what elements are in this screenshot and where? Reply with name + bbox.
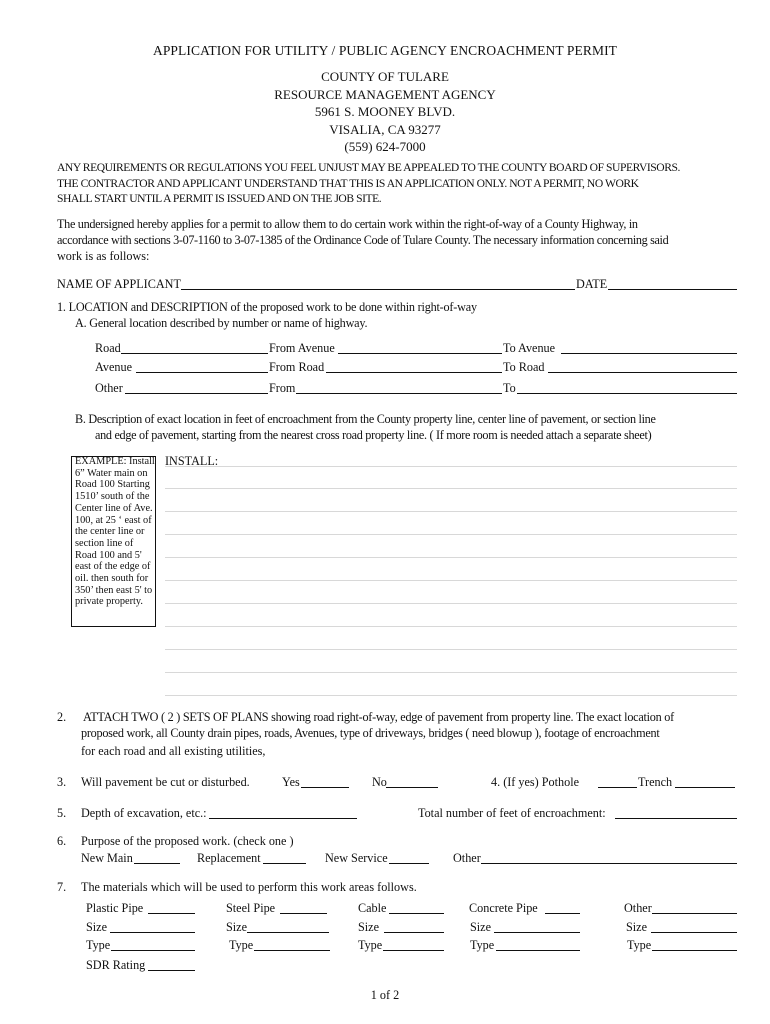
from-road-label: From Road [269, 360, 325, 374]
from-avenue-field[interactable] [338, 353, 502, 354]
to-label: To [503, 381, 516, 395]
concrete-type-field[interactable] [496, 950, 580, 951]
other-purpose-label: Other [453, 851, 481, 865]
section1-sub-b-line-1: B. Description of exact location in feet of encroachment from the County property line, center line of pavement, or section line [75, 412, 656, 426]
new-service-field[interactable] [389, 863, 429, 864]
other-location-label: Other [95, 381, 123, 395]
other-type-label: Type [627, 938, 652, 952]
plastic-size-field[interactable] [110, 932, 195, 933]
concrete-size-label: Size [470, 920, 491, 934]
cable-label: Cable [358, 901, 387, 915]
avenue-field[interactable] [136, 372, 268, 373]
plastic-type-field[interactable] [111, 950, 195, 951]
road-label: Road [95, 341, 121, 355]
section6-number: 6. [57, 834, 67, 848]
section2-line-2: proposed work, all County drain pipes, roads, Avenues, type of driveways, bridges ( need blowup ), footage of encroachment [81, 726, 660, 740]
agency-street: 5961 S. MOONEY BLVD. [314, 104, 456, 119]
install-line[interactable] [165, 649, 737, 650]
cable-field[interactable] [389, 913, 444, 914]
install-line[interactable] [165, 626, 737, 627]
applicant-name-field[interactable] [181, 289, 575, 290]
form-title: APPLICATION FOR UTILITY / PUBLIC AGENCY ENCROACHMENT PERMIT [152, 43, 618, 58]
depth-label: Depth of excavation, etc.: [81, 806, 207, 820]
intro-line-1: The undersigned hereby applies for a permit to allow them to do certain work within the right-of-way of a County Highway, in [57, 217, 638, 231]
agency-phone: (559) 624-7000 [344, 139, 426, 154]
plastic-size-label: Size [86, 920, 107, 934]
trench-field[interactable] [675, 787, 735, 788]
section1-sub-b-line-2: and edge of pavement, starting from the nearest cross road property line. ( If more room is needed attach a separate sheet) [95, 428, 652, 442]
install-line[interactable] [165, 695, 737, 696]
from-label: From [269, 381, 296, 395]
section3-number: 3. [57, 775, 67, 789]
sdr-rating-label: SDR Rating [86, 958, 146, 972]
section2-line-3: for each road and all existing utilities, [81, 744, 266, 758]
plastic-type-label: Type [86, 938, 111, 952]
to-field[interactable] [517, 393, 737, 394]
install-label: INSTALL: [165, 454, 219, 468]
section5-number: 5. [57, 806, 67, 820]
steel-size-label: Size [226, 920, 247, 934]
cable-type-field[interactable] [383, 950, 444, 951]
steel-type-field[interactable] [254, 950, 330, 951]
page-number: 1 of 2 [370, 988, 400, 1002]
materials-heading: The materials which will be used to perform this work areas follows. [81, 880, 417, 894]
plastic-pipe-label: Plastic Pipe [86, 901, 144, 915]
to-road-label: To Road [503, 360, 545, 374]
replacement-label: Replacement [197, 851, 261, 865]
new-service-label: New Service [325, 851, 388, 865]
from-road-field[interactable] [326, 372, 502, 373]
date-field[interactable] [608, 289, 737, 290]
to-road-field[interactable] [548, 372, 737, 373]
trench-label: Trench [638, 775, 673, 789]
agency-name: RESOURCE MANAGEMENT AGENCY [274, 87, 496, 102]
section1-sub-a: A. General location described by number or name of highway. [75, 316, 368, 330]
example-text: EXAMPLE: Install 6” Water main on Road 100 Starting 1510’ south of the Center line of Ave. 100, at 25 ‘ east of the center line or section line of Road 100 and 5' east of the edge of oil. then south for 350’ then east 5' to private property. [75, 456, 155, 608]
sdr-rating-field[interactable] [148, 970, 195, 971]
to-avenue-label: To Avenue [503, 341, 556, 355]
install-line[interactable] [165, 603, 737, 604]
from-field[interactable] [296, 393, 502, 394]
plastic-pipe-field[interactable] [148, 913, 195, 914]
avenue-label: Avenue [95, 360, 132, 374]
steel-type-label: Type [229, 938, 254, 952]
install-line[interactable] [165, 672, 737, 673]
section1-heading: 1. LOCATION and DESCRIPTION of the proposed work to be done within right-of-way [57, 300, 477, 314]
road-field[interactable] [121, 353, 268, 354]
install-line[interactable] [165, 557, 737, 558]
other-size-field[interactable] [651, 932, 737, 933]
yes-label: Yes [282, 775, 300, 789]
concrete-pipe-label: Concrete Pipe [469, 901, 538, 915]
no-field[interactable] [386, 787, 438, 788]
replacement-field[interactable] [263, 863, 306, 864]
steel-pipe-label: Steel Pipe [226, 901, 276, 915]
install-line[interactable] [165, 534, 737, 535]
total-feet-label: Total number of feet of encroachment: [418, 806, 606, 820]
install-line[interactable] [165, 580, 737, 581]
install-line[interactable] [165, 466, 737, 467]
new-main-field[interactable] [134, 863, 180, 864]
other-type-field[interactable] [652, 950, 737, 951]
cable-type-label: Type [358, 938, 383, 952]
install-line[interactable] [165, 488, 737, 489]
section2-line-1: ATTACH TWO ( 2 ) SETS OF PLANS showing road right-of-way, edge of pavement from property line. The exact location of [83, 710, 674, 724]
purpose-label: Purpose of the proposed work. (check one ) [81, 834, 294, 848]
section2-number: 2. [57, 710, 67, 724]
intro-line-2: accordance with sections 3-07-1160 to 3-07-1385 of the Ordinance Code of Tulare County. The necessary information concerning said [57, 233, 669, 247]
section7-number: 7. [57, 880, 67, 894]
pavement-question: Will pavement be cut or disturbed. [81, 775, 250, 789]
total-feet-field[interactable] [615, 818, 737, 819]
yes-field[interactable] [301, 787, 349, 788]
agency-city: VISALIA, CA 93277 [329, 122, 441, 137]
other-location-field[interactable] [125, 393, 268, 394]
depth-field[interactable] [209, 818, 357, 819]
applicant-name-label: NAME OF APPLICANT [57, 277, 181, 291]
steel-pipe-field[interactable] [280, 913, 327, 914]
date-label: DATE [576, 277, 608, 291]
other-purpose-field[interactable] [481, 863, 737, 864]
pothole-field[interactable] [598, 787, 637, 788]
notice-line-1: ANY REQUIREMENTS OR REGULATIONS YOU FEEL UNJUST MAY BE APPEALED TO THE COUNTY BOARD OF SUPERVISORS. [57, 161, 680, 174]
no-label: No [372, 775, 387, 789]
notice-line-3: SHALL START UNTIL A PERMIT IS ISSUED AND ON THE JOB SITE. [57, 192, 382, 205]
new-main-label: New Main [81, 851, 133, 865]
steel-size-field[interactable] [247, 932, 329, 933]
concrete-size-field[interactable] [494, 932, 580, 933]
other-material-label: Other [624, 901, 652, 915]
to-avenue-field[interactable] [561, 353, 737, 354]
pothole-label: 4. (If yes) Pothole [491, 775, 580, 789]
other-material-field[interactable] [652, 913, 737, 914]
intro-line-3: work is as follows: [57, 249, 150, 263]
install-line[interactable] [165, 511, 737, 512]
notice-line-2: THE CONTRACTOR AND APPLICANT UNDERSTAND THAT THIS IS AN APPLICATION ONLY. NOT A PERMIT, NO WORK [57, 177, 639, 190]
cable-size-field[interactable] [384, 932, 444, 933]
other-size-label: Size [626, 920, 647, 934]
county-name: COUNTY OF TULARE [321, 69, 449, 84]
cable-size-label: Size [358, 920, 379, 934]
from-avenue-label: From Avenue [269, 341, 335, 355]
concrete-type-label: Type [470, 938, 495, 952]
concrete-pipe-field[interactable] [545, 913, 580, 914]
